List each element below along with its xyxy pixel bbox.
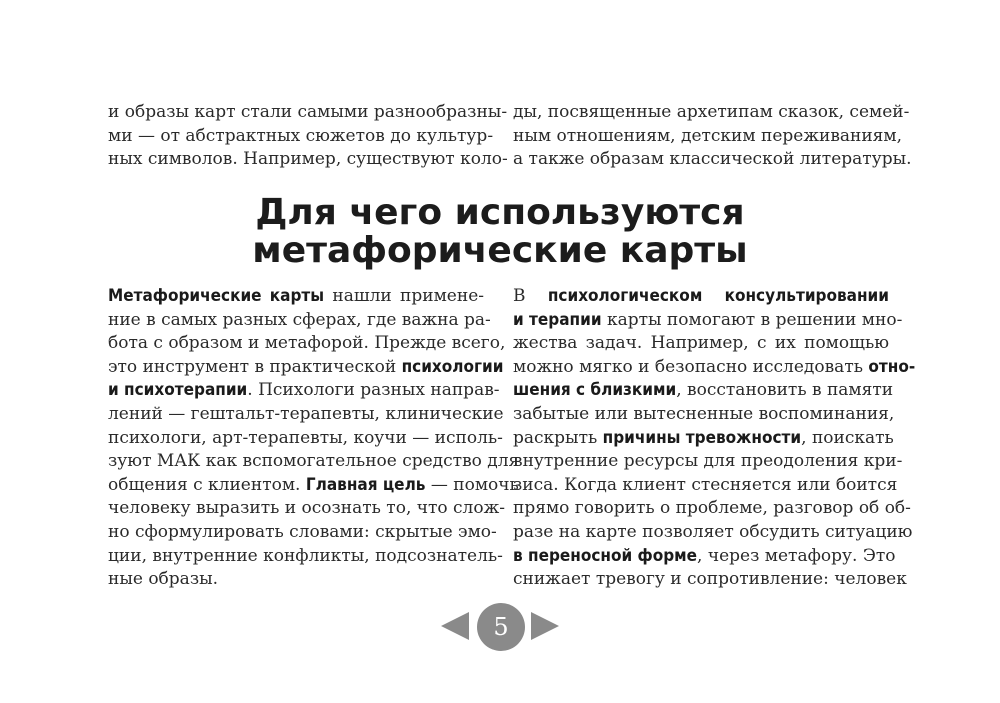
text-segment: внутренние ресурсы для преодоления кри-	[513, 451, 903, 472]
text-line	[108, 379, 500, 403]
text-segment: зиса. Когда клиент стесняется или боится	[513, 474, 898, 495]
text-line	[513, 356, 916, 380]
text-line	[513, 427, 894, 451]
text-segment: раскрыть	[513, 427, 603, 448]
text-line: ных символов. Например, существуют коло-	[108, 149, 508, 170]
text-segment: , через метафору. Это	[697, 545, 896, 566]
highlighted-term: Главная цель	[305, 474, 426, 495]
highlighted-term: психологическом консультировании	[547, 286, 889, 306]
text-segment: бота с образом и метафорой. Прежде всего,	[108, 333, 506, 354]
highlighted-term: психологии	[401, 356, 504, 377]
text-line	[513, 568, 907, 592]
text-line	[108, 309, 491, 333]
text-line: ным отношениям, детским переживаниям,	[513, 125, 903, 146]
text-line	[108, 521, 497, 545]
intro-left-column	[108, 101, 508, 172]
body-left-column	[108, 285, 520, 592]
text-segment: . Психологи разных направ-	[247, 380, 500, 401]
triangle-right-icon[interactable]	[531, 612, 559, 640]
page-navigation	[0, 603, 1000, 651]
text-line	[108, 545, 503, 569]
text-line	[513, 403, 895, 427]
text-segment: — помочь	[425, 474, 519, 495]
text-line: а также образам классической литературы.	[513, 149, 912, 170]
text-segment: человеку выразить и осознать то, что слож-	[108, 498, 505, 519]
body-right-column	[513, 285, 916, 592]
text-line	[513, 309, 903, 333]
triangle-left-icon[interactable]	[441, 612, 469, 640]
text-line	[108, 497, 505, 521]
highlighted-term: в переносной форме	[513, 545, 698, 566]
text-segment: это инструмент в практической	[108, 356, 402, 377]
intro-right-column	[513, 101, 912, 172]
text-segment: прямо говорить о проблеме, разговор об об-	[513, 498, 911, 519]
text-segment: снижает тревогу и сопротивление: человек	[513, 569, 907, 590]
text-segment: ние в самых разных сферах, где важна ра-	[108, 309, 491, 330]
text-segment: В	[513, 286, 548, 306]
text-line: и образы карт стали самыми разнообразны-	[108, 102, 508, 122]
text-line	[108, 568, 484, 592]
section-title	[0, 194, 1000, 270]
text-segment: лений — гештальт-терапевты, клинические	[108, 403, 504, 424]
text-line	[108, 474, 519, 498]
highlighted-term: и психотерапии	[108, 380, 248, 401]
text-segment: ции, внутренние конфликты, подсознатель-	[108, 545, 503, 566]
highlighted-term: отно-	[868, 356, 916, 377]
text-line	[513, 285, 889, 309]
text-line	[108, 427, 503, 451]
text-segment: можно мягко и безопасно исследовать	[513, 356, 869, 377]
text-line	[108, 332, 506, 356]
text-segment: разе на карте позволяет обсудить ситуацию	[513, 521, 913, 542]
highlighted-term: Метафорические карты	[108, 286, 325, 306]
text-segment: психологи, арт-терапевты, коучи — исполь-	[108, 427, 503, 448]
section-title-line: Для чего используются	[255, 192, 745, 233]
text-line	[513, 497, 911, 521]
text-segment: , восстановить в памяти	[676, 380, 894, 401]
text-line	[108, 450, 520, 474]
text-line: ды, посвященные архетипам сказок, семей-	[513, 102, 910, 122]
text-line	[108, 403, 504, 427]
text-segment: нашли примене-	[324, 286, 485, 306]
text-line	[108, 285, 484, 309]
section-title-line: метафорические карты	[252, 230, 748, 271]
text-segment: общения с клиентом.	[108, 474, 306, 495]
text-segment: забытые или вытесненные воспоминания,	[513, 403, 895, 424]
highlighted-term: и терапии	[513, 309, 602, 330]
text-line	[108, 356, 504, 380]
text-segment: карты помогают в решении мно-	[601, 309, 903, 330]
text-line	[513, 474, 898, 498]
page-number: 5	[477, 603, 525, 651]
text-segment: зуют МАК как вспомогательное средство для	[108, 451, 520, 472]
text-line	[513, 521, 913, 545]
text-line: ми — от абстрактных сюжетов до культур-	[108, 125, 494, 146]
text-segment: жества задач. Например, с их помощью	[513, 333, 889, 354]
text-segment: ные образы.	[108, 569, 219, 590]
text-line	[513, 545, 896, 569]
highlighted-term: шения с близкими	[513, 380, 677, 401]
highlighted-term: причины тревожности	[602, 427, 802, 448]
text-line	[513, 450, 903, 474]
text-segment: , поискать	[801, 427, 894, 448]
text-line	[513, 332, 889, 356]
text-segment: но сформулировать словами: скрытые эмо-	[108, 521, 497, 542]
text-line	[513, 379, 894, 403]
